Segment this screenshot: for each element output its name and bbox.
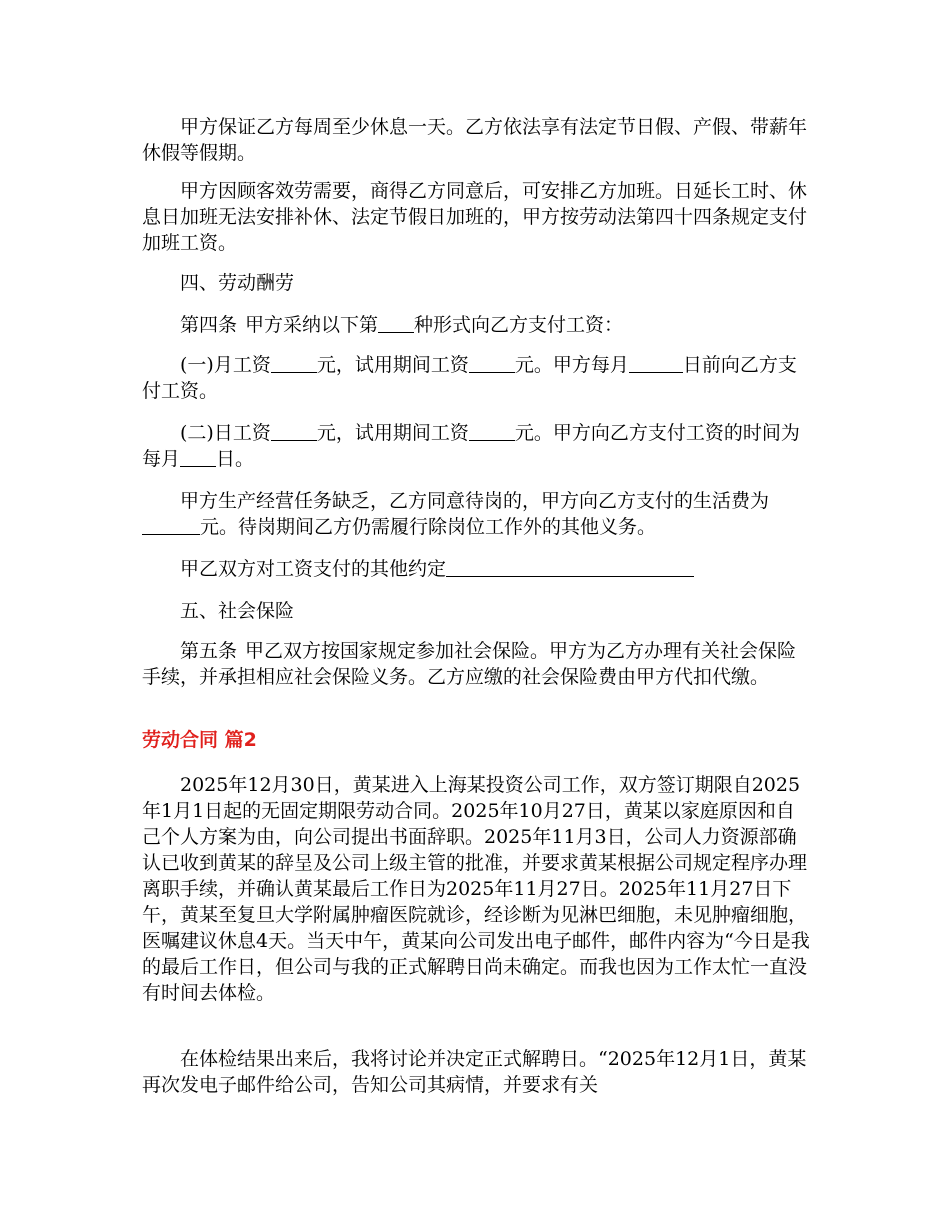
section-heading-contract-2: 劳动合同 篇2 <box>142 729 257 751</box>
paragraph-case-facts: 2025年12月30日，黄某进入上海某投资公司工作，双方签订期限自2025年1月1日起的无固定期限劳动合同。2025年10月27日，黄某以家庭原因和自己个人方案为由，向公司提出书面辞职。2025年11月3日，公司人力资源部确认已收到黄某的辞呈及公司上级主管的批准，并要求黄某根据公司规定程序办理离职手续，并确认黄某最后工作日为2025年11月27日。2025年11月27日下午，黄某至复旦大学附属肿瘤医院就诊，经诊断为见淋巴细胞，未见肿瘤细胞，医嘱建议休息4天。当天中午，黄某向公司发出电子邮件，邮件内容为“今日是我的最后工作日，但公司与我的正式解聘日尚未确定。而我也因为工作太忙一直没有时间去体检。 <box>142 774 810 1004</box>
blank-line <box>469 420 515 441</box>
paragraph-case-continued: 在体检结果出来后，我将讨论并决定正式解聘日。“2025年12月1日，黄某再次发电子邮件给公司，告知公司其病情，并要求有关 <box>142 1048 807 1096</box>
blank-line <box>629 352 683 373</box>
blank-line <box>271 352 317 373</box>
section-title-social-insurance: 五、社会保险 <box>180 600 295 622</box>
article-number: 第五条 <box>180 640 238 662</box>
blank-line <box>378 312 414 333</box>
paragraph-article-4: 第四条 甲方采纳以下第 种形式向乙方支付工资： <box>180 314 624 336</box>
paragraph-daily-wage: (二)日工资 元，试用期间工资 元。甲方向乙方支付工资的时间为每月 日。 <box>142 422 800 470</box>
blank-line <box>271 420 317 441</box>
paragraph-idle-allowance: 甲方生产经营任务缺乏，乙方同意待岗的，甲方向乙方支付的生活费为元。待岗期间乙方仍需履行除岗位工作外的其他义务。 <box>142 488 810 540</box>
paragraph-article-5: 第五条 甲乙双方按国家规定参加社会保险。甲方为乙方办理有关社会保险手续，并承担相应社会保险义务。乙方应缴的社会保险费由甲方代扣代缴。 <box>142 640 797 688</box>
blank-line <box>469 352 515 373</box>
paragraph-other-agreement: 甲乙双方对工资支付的其他约定 <box>142 556 810 582</box>
blank-line <box>446 556 694 577</box>
paragraph-rest-days: 甲方保证乙方每周至少休息一天。乙方依法享有法定节日假、产假、带薪年休假等假期。 <box>142 116 808 164</box>
section-title-remuneration: 四、劳动酬劳 <box>180 272 295 294</box>
article-number: 第四条 <box>180 314 238 336</box>
blank-line <box>180 446 216 467</box>
paragraph-monthly-wage: (一)月工资 元，试用期间工资 元。甲方每月 日前向乙方支付工资。 <box>142 354 797 402</box>
blank-line <box>142 514 200 535</box>
paragraph-overtime: 甲方因顾客效劳需要，商得乙方同意后，可安排乙方加班。日延长工时、休息日加班无法安排补休、法定节假日加班的，甲方按劳动法第四十四条规定支付加班工资。 <box>142 180 808 254</box>
